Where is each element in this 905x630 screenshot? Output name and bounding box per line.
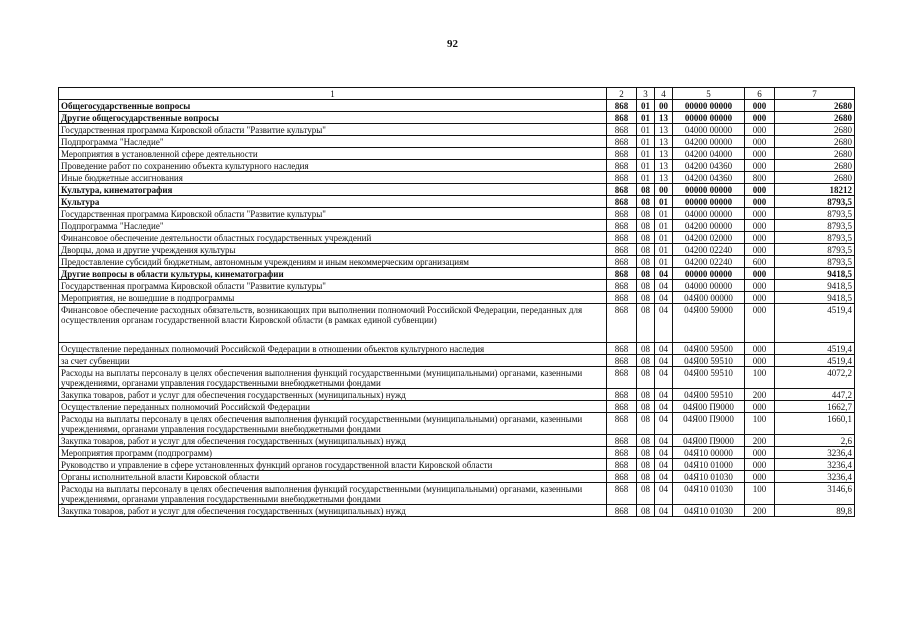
row-subsection-cell: 04 — [655, 268, 673, 280]
header-cell-target-article: 5 — [673, 88, 745, 100]
table-row — [59, 401, 855, 413]
row-section-cell: 01 — [637, 136, 655, 148]
row-amount-cell: 447,2 — [775, 389, 855, 401]
row-subsection-cell: 01 — [655, 220, 673, 232]
row-subsection-cell: 04 — [655, 292, 673, 304]
row-name-cell: Государственная программа Кировской области "Развитие культуры" — [59, 208, 607, 220]
row-subsection-cell: 04 — [655, 280, 673, 292]
row-admin-cell: 868 — [607, 459, 637, 471]
row-target-article-cell: 04Я00 59000 — [673, 304, 745, 343]
row-section-cell: 08 — [637, 471, 655, 483]
row-admin-cell: 868 — [607, 343, 637, 355]
row-subsection-cell: 13 — [655, 124, 673, 136]
row-expense-type-cell: 200 — [745, 505, 775, 517]
row-name-cell: Общегосударственные вопросы — [59, 100, 607, 112]
table-row — [59, 148, 855, 160]
row-subsection-cell: 04 — [655, 483, 673, 505]
row-target-article-cell: 04Я00 59510 — [673, 367, 745, 389]
row-section-cell: 08 — [637, 343, 655, 355]
row-target-article-cell: 00000 00000 — [673, 184, 745, 196]
row-expense-type-cell: 000 — [745, 136, 775, 148]
row-name-cell: Органы исполнительной власти Кировской области — [59, 471, 607, 483]
row-section-cell: 01 — [637, 112, 655, 124]
row-subsection-cell: 04 — [655, 401, 673, 413]
row-section-cell: 08 — [637, 355, 655, 367]
row-name-cell: Иные бюджетные ассигнования — [59, 172, 607, 184]
row-name-cell: Расходы на выплаты персоналу в целях обеспечения выполнения функций государственными (муниципальными) органами, казенными учреждениями, органами управления государственными внебюджетными фондами — [59, 413, 607, 435]
table-row — [59, 483, 855, 505]
row-admin-cell: 868 — [607, 280, 637, 292]
row-subsection-cell: 04 — [655, 413, 673, 435]
row-admin-cell: 868 — [607, 367, 637, 389]
row-expense-type-cell: 200 — [745, 435, 775, 447]
row-subsection-cell: 13 — [655, 148, 673, 160]
row-section-cell: 08 — [637, 196, 655, 208]
row-amount-cell: 89,8 — [775, 505, 855, 517]
row-subsection-cell: 01 — [655, 196, 673, 208]
row-expense-type-cell: 000 — [745, 208, 775, 220]
row-amount-cell: 18212 — [775, 184, 855, 196]
row-section-cell: 08 — [637, 389, 655, 401]
row-admin-cell: 868 — [607, 256, 637, 268]
page-number: 92 — [447, 38, 458, 50]
row-expense-type-cell: 000 — [745, 244, 775, 256]
row-name-cell: Подпрограмма "Наследие" — [59, 220, 607, 232]
row-name-cell: Мероприятия, не вошедшие в подпрограммы — [59, 292, 607, 304]
row-target-article-cell: 04Я10 00000 — [673, 447, 745, 459]
row-amount-cell: 4519,4 — [775, 355, 855, 367]
row-amount-cell: 1660,1 — [775, 413, 855, 435]
table-row — [59, 413, 855, 435]
row-section-cell: 08 — [637, 447, 655, 459]
row-subsection-cell: 04 — [655, 355, 673, 367]
row-amount-cell: 2680 — [775, 136, 855, 148]
row-admin-cell: 868 — [607, 435, 637, 447]
row-section-cell: 08 — [637, 244, 655, 256]
table-row — [59, 343, 855, 355]
row-admin-cell: 868 — [607, 196, 637, 208]
row-target-article-cell: 04Я00 59510 — [673, 355, 745, 367]
row-admin-cell: 868 — [607, 389, 637, 401]
row-subsection-cell: 13 — [655, 136, 673, 148]
row-name-cell: Другие общегосударственные вопросы — [59, 112, 607, 124]
row-expense-type-cell: 200 — [745, 389, 775, 401]
row-admin-cell: 868 — [607, 160, 637, 172]
row-admin-cell: 868 — [607, 184, 637, 196]
row-amount-cell: 2680 — [775, 160, 855, 172]
row-admin-cell: 868 — [607, 401, 637, 413]
table-row — [59, 172, 855, 184]
row-amount-cell: 2680 — [775, 148, 855, 160]
row-admin-cell: 868 — [607, 505, 637, 517]
row-target-article-cell: 04Я00 59510 — [673, 389, 745, 401]
row-subsection-cell: 00 — [655, 184, 673, 196]
row-amount-cell: 4072,2 — [775, 367, 855, 389]
row-subsection-cell: 04 — [655, 459, 673, 471]
row-amount-cell: 8793,5 — [775, 232, 855, 244]
table-row — [59, 447, 855, 459]
table-row — [59, 471, 855, 483]
row-expense-type-cell: 000 — [745, 401, 775, 413]
row-name-cell: Осуществление переданных полномочий Российской Федерации в отношении объектов культурного наследия — [59, 343, 607, 355]
row-admin-cell: 868 — [607, 483, 637, 505]
table-row — [59, 232, 855, 244]
budget-table — [58, 87, 855, 517]
row-subsection-cell: 01 — [655, 256, 673, 268]
row-section-cell: 08 — [637, 367, 655, 389]
table-row — [59, 220, 855, 232]
row-admin-cell: 868 — [607, 100, 637, 112]
header-cell-section: 3 — [637, 88, 655, 100]
row-expense-type-cell: 000 — [745, 304, 775, 343]
row-amount-cell: 2680 — [775, 100, 855, 112]
row-section-cell: 08 — [637, 184, 655, 196]
row-section-cell: 08 — [637, 220, 655, 232]
row-amount-cell: 4519,4 — [775, 343, 855, 355]
row-target-article-cell: 04Я00 П9000 — [673, 401, 745, 413]
row-name-cell: Другие вопросы в области культуры, кинематографии — [59, 268, 607, 280]
row-amount-cell: 2,6 — [775, 435, 855, 447]
row-section-cell: 08 — [637, 483, 655, 505]
row-target-article-cell: 04Я00 П9000 — [673, 413, 745, 435]
row-amount-cell: 8793,5 — [775, 208, 855, 220]
row-expense-type-cell: 800 — [745, 172, 775, 184]
row-subsection-cell: 04 — [655, 343, 673, 355]
row-target-article-cell: 00000 00000 — [673, 196, 745, 208]
row-subsection-cell: 13 — [655, 160, 673, 172]
row-admin-cell: 868 — [607, 413, 637, 435]
row-amount-cell: 8793,5 — [775, 256, 855, 268]
table-row — [59, 100, 855, 112]
row-target-article-cell: 00000 00000 — [673, 100, 745, 112]
table-row — [59, 196, 855, 208]
table-row — [59, 244, 855, 256]
table-body — [59, 100, 855, 517]
row-expense-type-cell: 000 — [745, 292, 775, 304]
row-name-cell: Культура, кинематография — [59, 184, 607, 196]
row-expense-type-cell: 000 — [745, 459, 775, 471]
row-subsection-cell: 00 — [655, 100, 673, 112]
row-amount-cell: 8793,5 — [775, 196, 855, 208]
row-name-cell: Дворцы, дома и другие учреждения культуры — [59, 244, 607, 256]
row-expense-type-cell: 000 — [745, 447, 775, 459]
row-section-cell: 01 — [637, 172, 655, 184]
row-subsection-cell: 13 — [655, 112, 673, 124]
row-admin-cell: 868 — [607, 232, 637, 244]
row-amount-cell: 2680 — [775, 124, 855, 136]
row-amount-cell: 3236,4 — [775, 471, 855, 483]
row-expense-type-cell: 000 — [745, 184, 775, 196]
row-name-cell: Расходы на выплаты персоналу в целях обеспечения выполнения функций государственными (муниципальными) органами, казенными учреждениями, органами управления государственными внебюджетными фондами — [59, 483, 607, 505]
row-expense-type-cell: 000 — [745, 112, 775, 124]
header-cell-admin: 2 — [607, 88, 637, 100]
row-admin-cell: 868 — [607, 355, 637, 367]
row-admin-cell: 868 — [607, 304, 637, 343]
row-section-cell: 01 — [637, 160, 655, 172]
row-expense-type-cell: 100 — [745, 367, 775, 389]
row-subsection-cell: 04 — [655, 389, 673, 401]
row-target-article-cell: 04200 02240 — [673, 244, 745, 256]
row-target-article-cell: 04200 04000 — [673, 148, 745, 160]
row-subsection-cell: 13 — [655, 172, 673, 184]
row-expense-type-cell: 100 — [745, 483, 775, 505]
row-name-cell: Проведение работ по сохранению объекта культурного наследия — [59, 160, 607, 172]
row-amount-cell: 8793,5 — [775, 244, 855, 256]
row-section-cell: 08 — [637, 459, 655, 471]
row-section-cell: 08 — [637, 292, 655, 304]
row-section-cell: 08 — [637, 413, 655, 435]
table-row — [59, 268, 855, 280]
row-section-cell: 08 — [637, 505, 655, 517]
row-admin-cell: 868 — [607, 208, 637, 220]
row-subsection-cell: 01 — [655, 244, 673, 256]
row-expense-type-cell: 100 — [745, 413, 775, 435]
row-target-article-cell: 04Я10 01030 — [673, 483, 745, 505]
row-name-cell: Расходы на выплаты персоналу в целях обеспечения выполнения функций государственными (муниципальными) органами, казенными учреждениями, органами управления государственными внебюджетными фондами — [59, 367, 607, 389]
table-row — [59, 367, 855, 389]
row-section-cell: 08 — [637, 256, 655, 268]
row-expense-type-cell: 600 — [745, 256, 775, 268]
row-target-article-cell: 04200 00000 — [673, 136, 745, 148]
row-target-article-cell: 04000 00000 — [673, 208, 745, 220]
table-row — [59, 112, 855, 124]
table-row — [59, 435, 855, 447]
table-header-row — [59, 88, 855, 100]
row-expense-type-cell: 000 — [745, 268, 775, 280]
row-section-cell: 08 — [637, 208, 655, 220]
row-subsection-cell: 01 — [655, 232, 673, 244]
row-target-article-cell: 04Я00 П9000 — [673, 435, 745, 447]
row-name-cell: Закупка товаров, работ и услуг для обеспечения государственных (муниципальных) нужд — [59, 435, 607, 447]
row-section-cell: 01 — [637, 100, 655, 112]
row-amount-cell: 9418,5 — [775, 268, 855, 280]
row-admin-cell: 868 — [607, 292, 637, 304]
row-name-cell: Культура — [59, 196, 607, 208]
row-expense-type-cell: 000 — [745, 160, 775, 172]
row-name-cell: Финансовое обеспечение деятельности областных государственных учреждений — [59, 232, 607, 244]
row-amount-cell: 9418,5 — [775, 292, 855, 304]
row-expense-type-cell: 000 — [745, 196, 775, 208]
row-section-cell: 08 — [637, 304, 655, 343]
row-name-cell: Государственная программа Кировской области "Развитие культуры" — [59, 124, 607, 136]
row-subsection-cell: 04 — [655, 447, 673, 459]
row-target-article-cell: 04Я00 59500 — [673, 343, 745, 355]
row-amount-cell: 3236,4 — [775, 459, 855, 471]
row-admin-cell: 868 — [607, 268, 637, 280]
table-row — [59, 160, 855, 172]
row-expense-type-cell: 000 — [745, 471, 775, 483]
header-cell-expense-type: 6 — [745, 88, 775, 100]
table-row — [59, 505, 855, 517]
row-expense-type-cell: 000 — [745, 148, 775, 160]
row-amount-cell: 4519,4 — [775, 304, 855, 343]
row-expense-type-cell: 000 — [745, 355, 775, 367]
row-name-cell: Закупка товаров, работ и услуг для обеспечения государственных (муниципальных) нужд — [59, 389, 607, 401]
table-row — [59, 292, 855, 304]
row-name-cell: Руководство и управление в сфере установленных функций органов государственной власти Кировской области — [59, 459, 607, 471]
row-expense-type-cell: 000 — [745, 124, 775, 136]
table-row — [59, 280, 855, 292]
row-expense-type-cell: 000 — [745, 232, 775, 244]
table-row — [59, 184, 855, 196]
row-name-cell: Мероприятия программ (подпрограмм) — [59, 447, 607, 459]
row-target-article-cell: 04Я10 01030 — [673, 505, 745, 517]
table-row — [59, 256, 855, 268]
row-section-cell: 08 — [637, 280, 655, 292]
row-name-cell: Закупка товаров, работ и услуг для обеспечения государственных (муниципальных) нужд — [59, 505, 607, 517]
table-row — [59, 389, 855, 401]
row-expense-type-cell: 000 — [745, 280, 775, 292]
row-admin-cell: 868 — [607, 220, 637, 232]
row-admin-cell: 868 — [607, 148, 637, 160]
row-expense-type-cell: 000 — [745, 343, 775, 355]
row-admin-cell: 868 — [607, 244, 637, 256]
row-target-article-cell: 04200 04360 — [673, 172, 745, 184]
row-name-cell: за счет субвенции — [59, 355, 607, 367]
row-target-article-cell: 04000 00000 — [673, 124, 745, 136]
header-cell-subsection: 4 — [655, 88, 673, 100]
row-amount-cell: 3146,6 — [775, 483, 855, 505]
row-target-article-cell: 04200 02240 — [673, 256, 745, 268]
row-section-cell: 08 — [637, 268, 655, 280]
row-admin-cell: 868 — [607, 172, 637, 184]
table-row — [59, 355, 855, 367]
row-name-cell: Предоставление субсидий бюджетным, автономным учреждениям и иным некоммерческим организациям — [59, 256, 607, 268]
table-row — [59, 208, 855, 220]
row-name-cell: Государственная программа Кировской области "Развитие культуры" — [59, 280, 607, 292]
row-target-article-cell: 04000 00000 — [673, 280, 745, 292]
row-admin-cell: 868 — [607, 447, 637, 459]
row-expense-type-cell: 000 — [745, 100, 775, 112]
row-subsection-cell: 04 — [655, 435, 673, 447]
table-row — [59, 304, 855, 343]
row-amount-cell: 3236,4 — [775, 447, 855, 459]
row-target-article-cell: 04Я00 00000 — [673, 292, 745, 304]
row-target-article-cell: 04200 04360 — [673, 160, 745, 172]
row-amount-cell: 2680 — [775, 112, 855, 124]
row-name-cell: Финансовое обеспечение расходных обязательств, возникающих при выполнении полномочий Российской Федерации, переданных для осуществления органам государственной власти Кировской области (в рамках единой субвенции) — [59, 304, 607, 343]
row-amount-cell: 1662,7 — [775, 401, 855, 413]
row-target-article-cell: 00000 00000 — [673, 268, 745, 280]
row-target-article-cell: 04Я10 01030 — [673, 471, 745, 483]
row-admin-cell: 868 — [607, 124, 637, 136]
row-admin-cell: 868 — [607, 112, 637, 124]
header-cell-amount: 7 — [775, 88, 855, 100]
row-target-article-cell: 04200 02000 — [673, 232, 745, 244]
row-section-cell: 08 — [637, 232, 655, 244]
row-subsection-cell: 04 — [655, 304, 673, 343]
row-subsection-cell: 04 — [655, 367, 673, 389]
row-target-article-cell: 04Я10 01000 — [673, 459, 745, 471]
row-name-cell: Осуществление переданных полномочий Российской Федерации — [59, 401, 607, 413]
table-row — [59, 124, 855, 136]
row-subsection-cell: 04 — [655, 471, 673, 483]
row-admin-cell: 868 — [607, 471, 637, 483]
row-amount-cell: 2680 — [775, 172, 855, 184]
row-admin-cell: 868 — [607, 136, 637, 148]
table-row — [59, 459, 855, 471]
row-amount-cell: 8793,5 — [775, 220, 855, 232]
row-expense-type-cell: 000 — [745, 220, 775, 232]
row-section-cell: 01 — [637, 148, 655, 160]
row-subsection-cell: 01 — [655, 208, 673, 220]
row-target-article-cell: 00000 00000 — [673, 112, 745, 124]
row-amount-cell: 9418,5 — [775, 280, 855, 292]
row-section-cell: 08 — [637, 435, 655, 447]
row-section-cell: 08 — [637, 401, 655, 413]
row-subsection-cell: 04 — [655, 505, 673, 517]
table-row — [59, 136, 855, 148]
row-name-cell: Мероприятия в установленной сфере деятельности — [59, 148, 607, 160]
row-target-article-cell: 04200 00000 — [673, 220, 745, 232]
header-cell-name: 1 — [59, 88, 607, 100]
row-name-cell: Подпрограмма "Наследие" — [59, 136, 607, 148]
row-section-cell: 01 — [637, 124, 655, 136]
